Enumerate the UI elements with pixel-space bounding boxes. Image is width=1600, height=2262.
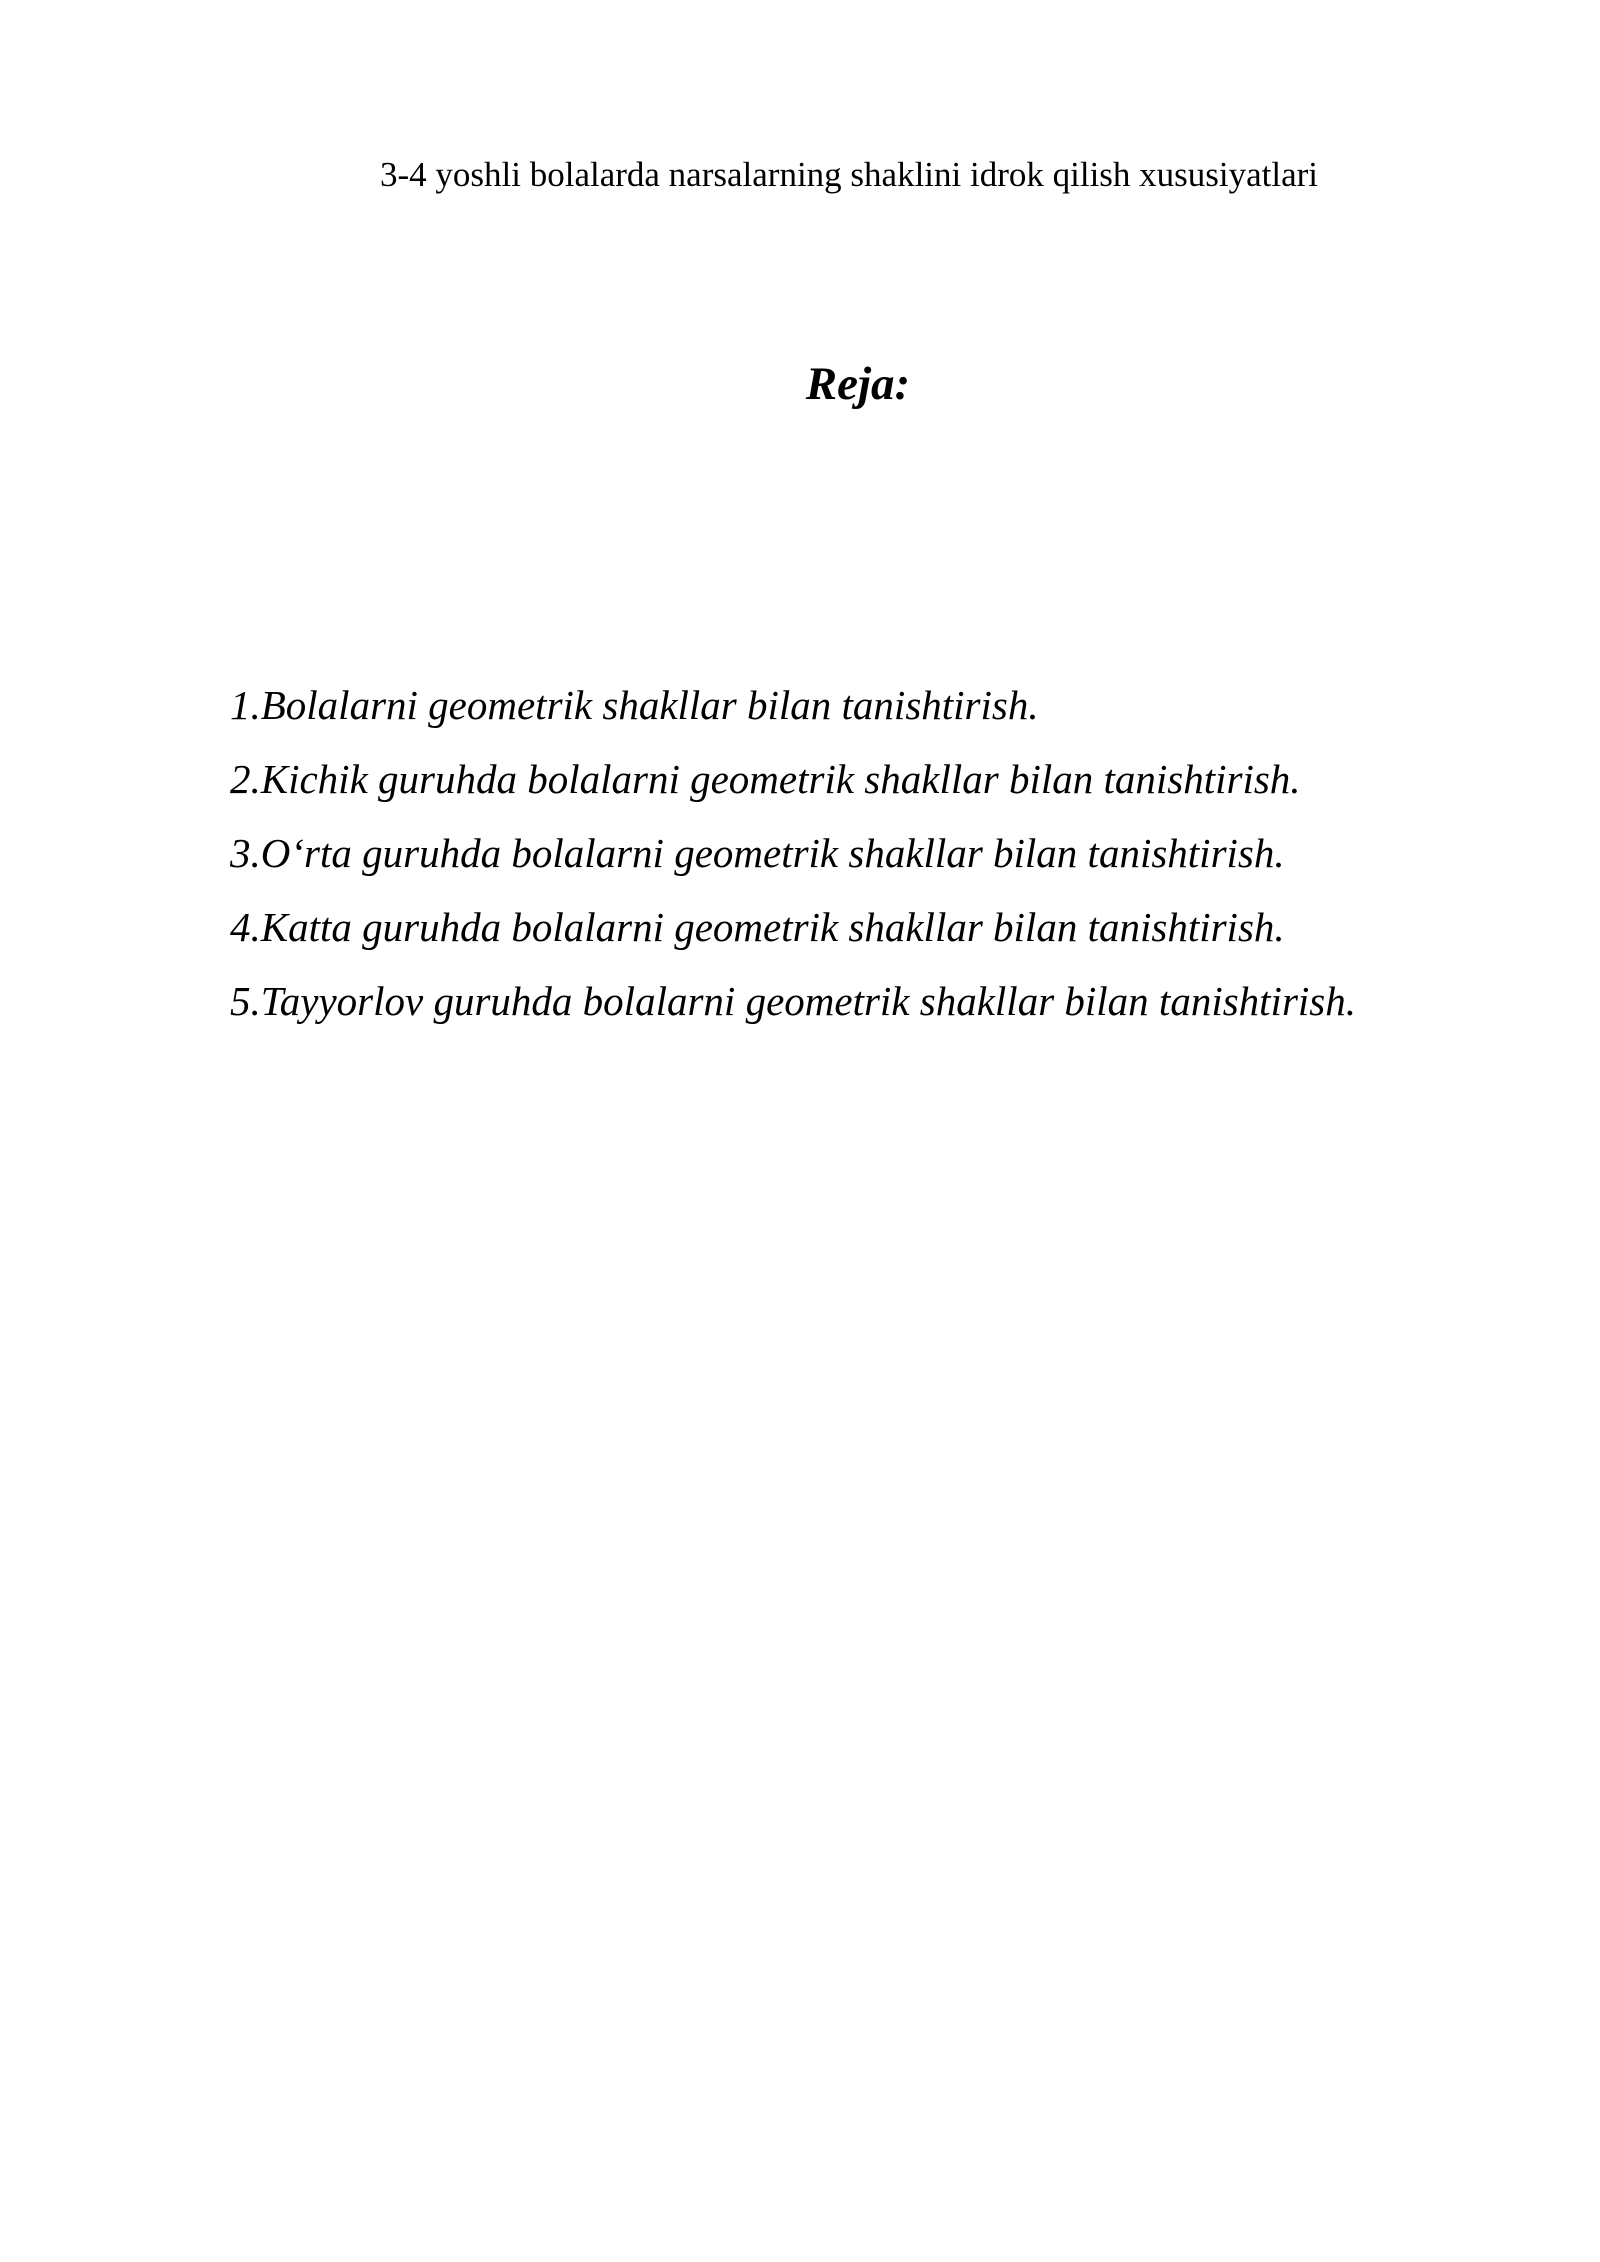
plan-heading: Reja: (805, 358, 911, 410)
plan-item: 3.O‘rta guruhda bolalarni geometrik shakllar bilan tanishtirish. (230, 830, 1285, 876)
plan-item: 5.Tayyorlov guruhda bolalarni geometrik shakllar bilan tanishtirish. (230, 978, 1356, 1024)
plan-item: 1.Bolalarni geometrik shakllar bilan tanishtirish. (230, 682, 1039, 728)
plan-item: 2.Kichik guruhda bolalarni geometrik shakllar bilan tanishtirish. (230, 756, 1301, 802)
plan-list (230, 668, 1356, 1038)
document-title: 3-4 yoshli bolalarda narsalarning shaklini idrok qilish xususiyatlari (380, 155, 1319, 194)
plan-item: 4.Katta guruhda bolalarni geometrik shakllar bilan tanishtirish. (230, 904, 1285, 950)
